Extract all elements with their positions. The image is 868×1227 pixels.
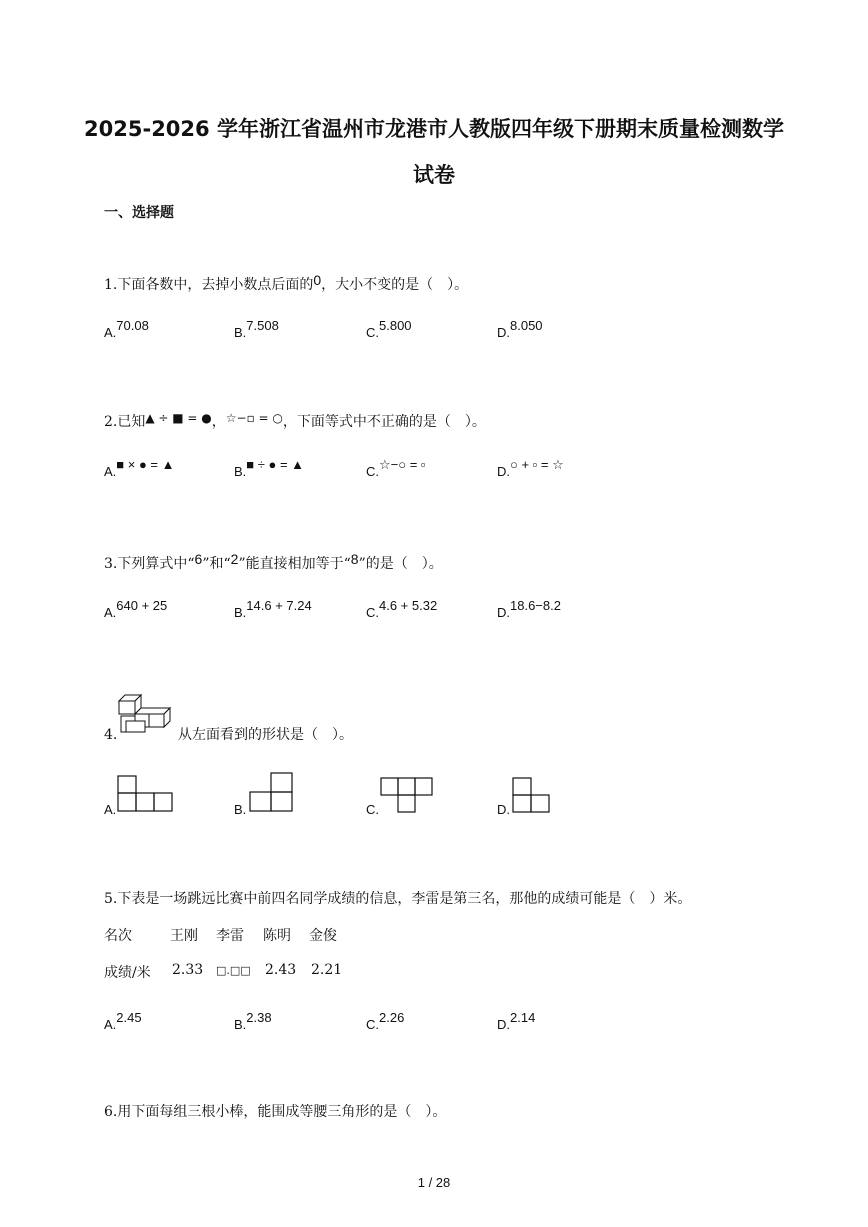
- table-row-label: 成绩/米: [104, 965, 151, 981]
- question-2-option-b[interactable]: B.■ ÷ ● = ▲: [234, 457, 305, 479]
- question-1-stem: 1.下面各数中，去掉小数点后面的0，大小不变的是（ ）。: [104, 272, 469, 293]
- option-a-shape: [117, 775, 173, 812]
- document-title-line2: 试卷: [413, 163, 455, 187]
- question-2-option-c[interactable]: C.☆−○ = ▫: [366, 457, 426, 479]
- table-cell-wanggang: 2.33: [172, 962, 204, 978]
- option-c-shape: [380, 777, 434, 813]
- question-4-option-c[interactable]: C.: [366, 802, 379, 817]
- table-header-wanggang: 王刚: [170, 928, 198, 944]
- table-cell-jinjun: 2.21: [311, 962, 343, 978]
- question-1-option-c[interactable]: C.$^{5.800}$: [366, 318, 412, 340]
- section-heading: 一、选择题: [104, 205, 174, 221]
- question-5-stem: 5.下表是一场跳远比赛中前四名同学成绩的信息，李雷是第三名，那他的成绩可能是（ ）米。: [104, 891, 692, 907]
- question-5-option-b[interactable]: B.$^{2.38}$: [234, 1010, 272, 1032]
- question-1-option-d[interactable]: D.$^{8.050}$: [497, 318, 543, 340]
- table-header-label: 名次: [104, 928, 132, 944]
- question-4-option-d[interactable]: D.: [497, 802, 510, 817]
- table-cell-chenming: 2.43: [265, 962, 297, 978]
- question-3-option-c[interactable]: C.$^{4.6 + 5.32}$: [366, 598, 438, 620]
- question-3-option-d[interactable]: D.$^{18.6-8.2}$: [497, 598, 561, 620]
- question-3-option-b[interactable]: B.$^{14.6 + 7.24}$: [234, 598, 312, 620]
- table-cell-lilei: □.□□: [216, 964, 251, 977]
- question-3-stem: 3.下列算式中“6”和“2”能直接相加等于“8”的是（ ）。: [104, 551, 443, 572]
- question-5-option-a[interactable]: A.$^{2.45}$: [104, 1010, 142, 1032]
- option-b-shape: [249, 772, 293, 812]
- option-d-shape: [512, 777, 550, 813]
- question-4-number: 4.: [104, 727, 118, 743]
- question-2-stem: 2.已知▲ ÷ ■ = ●，☆−▫ = ○，下面等式中不正确的是（ ）。: [104, 411, 486, 430]
- page-number: 1 / 28: [417, 1175, 451, 1190]
- question-3-option-a[interactable]: A.$^{640 + 25}$: [104, 598, 168, 620]
- table-header-jinjun: 金俊: [309, 928, 337, 944]
- cube-stack-figure: [116, 692, 174, 738]
- question-6-stem: 6.用下面每组三根小棒，能围成等腰三角形的是（ ）。: [104, 1104, 447, 1120]
- table-header-chenming: 陈明: [263, 928, 291, 944]
- question-1-option-b[interactable]: B.$^{7.508}$: [234, 318, 279, 340]
- question-1-option-a[interactable]: A.$^{70.08}$: [104, 318, 149, 340]
- question-2-option-d[interactable]: D.○ + ▫ = ☆: [497, 457, 564, 479]
- question-4-stem: 从左面看到的形状是（ ）。: [178, 727, 353, 743]
- table-header-lilei: 李雷: [216, 928, 244, 944]
- question-5-option-d[interactable]: D.$^{2.14}$: [497, 1010, 536, 1032]
- question-4-option-a[interactable]: A.: [104, 802, 117, 817]
- question-4-option-b[interactable]: B.: [234, 802, 247, 817]
- question-2-option-a[interactable]: A.■ × ● = ▲: [104, 457, 175, 479]
- document-title-line1: 2025-2026 学年浙江省温州市龙港市人教版四年级下册期末质量检测数学: [84, 117, 784, 141]
- question-5-option-c[interactable]: C.$^{2.26}$: [366, 1010, 405, 1032]
